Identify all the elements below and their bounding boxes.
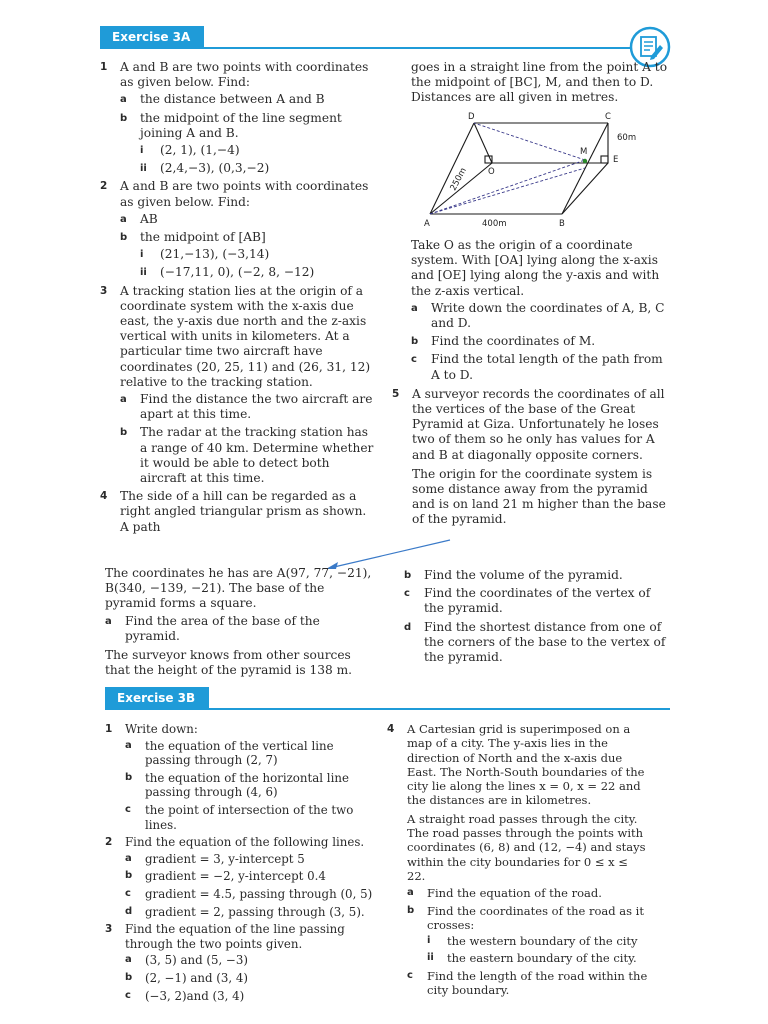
label-d: D [468, 112, 475, 122]
part-b [407, 904, 649, 966]
exercise-3b-right-column [387, 722, 649, 1000]
subpart-text: the eastern boundary of the city. [447, 951, 637, 966]
part-letter: c [411, 354, 417, 366]
part-c [125, 803, 377, 832]
question-text: Write down: [125, 722, 198, 736]
label-400m: 400m [482, 219, 507, 229]
part-letter: a [407, 887, 414, 899]
subpart-text: (2, 1), (1,−4) [160, 143, 240, 158]
question-text: A and B are two points with coordinates as given below. Find: [120, 60, 369, 90]
label-c: C [605, 112, 611, 122]
road-paragraph: A straight road passes through the city. The road passes through the points with coordinates (6, 8) and (12, −4) and stays within the city boundaries for 0 ≤ x ≤ 22. [407, 811, 646, 883]
part-letter: a [120, 94, 127, 106]
part-letter: b [411, 336, 419, 348]
part-c [411, 352, 672, 382]
part-c [125, 989, 377, 1004]
part-text: the point of intersection of the two lines. [145, 802, 354, 832]
question-2 [100, 179, 378, 280]
question-text: The side of a hill can be regarded as a right angled triangular prism as shown. A path [120, 489, 367, 534]
exercise-3a-right-column-lower [392, 238, 672, 531]
label-b: B [559, 219, 565, 229]
part-text: Find the distance the two aircraft are apart at this time. [140, 392, 373, 422]
part-letter: a [125, 739, 132, 751]
exercise-3a-left-column [100, 60, 378, 538]
part-letter: c [404, 588, 410, 600]
part-a [125, 739, 377, 768]
part-text: the equation of the vertical line passing through (2, 7) [145, 738, 334, 768]
part-letter: b [120, 427, 128, 439]
question-number: 3 [105, 923, 113, 936]
part-b [120, 111, 378, 177]
prism-diagram [412, 106, 652, 232]
question-4-continued: goes in a straight line from the point A to the midpoint of [BC], M, and then to D. Distances are all given in metres. [411, 60, 668, 105]
part-letter: c [407, 969, 413, 981]
part-text: Find the area of the base of the pyramid. [125, 613, 320, 643]
subpart-text: (−17,11, 0), (−2, 8, −12) [160, 265, 315, 280]
part-text: the midpoint of [AB] [140, 230, 266, 245]
part-text: AB [140, 211, 158, 226]
part-text: the equation of the horizontal line passing through (4, 6) [145, 770, 349, 800]
subpart-i [427, 934, 649, 948]
subpart-ii [427, 951, 649, 965]
exercise-3b-title: Exercise 3B [105, 687, 209, 709]
part-letter: a [120, 213, 127, 225]
part-c [125, 887, 377, 902]
part-letter: b [407, 904, 415, 916]
part-a [105, 614, 377, 644]
part-text: (2, −1) and (3, 4) [145, 970, 248, 985]
part-text: gradient = 2, passing through (3, 5). [145, 904, 365, 919]
part-text: The radar at the tracking station has a range of 40 km. Determine whether it would be able to detect both aircraft at this time. [140, 425, 374, 486]
exercise-3b-rule [105, 708, 670, 710]
question-1 [100, 60, 378, 176]
part-letter: c [125, 803, 131, 815]
question-4 [387, 722, 649, 997]
part-text: gradient = 4.5, passing through (0, 5) [145, 886, 373, 901]
exercise-3a-rule [100, 47, 640, 49]
part-text: the distance between A and B [140, 92, 325, 107]
label-60m: 60m [617, 133, 637, 143]
question-number: 4 [100, 490, 108, 503]
subpart-i [140, 143, 378, 158]
exercise-3a-title: Exercise 3A [100, 26, 204, 48]
question-number: 4 [387, 723, 395, 735]
subpart-numeral: i [140, 145, 144, 157]
subpart-ii [140, 265, 378, 280]
part-text: Find the length of the road within the city boundary. [427, 968, 648, 998]
label-m: M [580, 147, 588, 157]
subpart-numeral: i [427, 935, 431, 947]
part-text: Write down the coordinates of A, B, C and D. [431, 300, 665, 331]
part-text: (−3, 2)and (3, 4) [145, 988, 245, 1003]
subpart-i [140, 247, 378, 262]
part-text: Find the coordinates of the vertex of the pyramid. [424, 586, 651, 616]
part-b [120, 425, 378, 486]
part-letter: b [125, 870, 133, 882]
part-a [411, 301, 672, 331]
question-text: Find the equation of the following lines. [125, 835, 365, 850]
question-5-paragraph: The origin for the coordinate system is some distance away from the pyramid and is on land 21 m higher than the base of the pyramid. [412, 466, 666, 527]
question-2 [105, 835, 377, 919]
part-a [120, 392, 378, 422]
label-a: A [424, 219, 430, 229]
part-b [125, 971, 377, 986]
subpart-numeral: ii [140, 267, 147, 279]
part-text: Find the coordinates of the road as it crosses: [427, 903, 644, 932]
part-letter: c [125, 887, 131, 899]
part-text: (3, 5) and (5, −3) [145, 953, 248, 968]
question-3 [105, 922, 377, 1003]
part-b [125, 869, 377, 884]
label-e: E [613, 155, 619, 165]
label-o: O [488, 167, 495, 177]
part-text: gradient = 3, y-intercept 5 [145, 851, 305, 866]
part-b [404, 568, 674, 583]
part-text: Find the equation of the road. [427, 886, 602, 901]
subpart-numeral: ii [140, 163, 147, 175]
question-4 [100, 489, 378, 535]
question-text: A Cartesian grid is superimposed on a map of a city. The y-axis lies in the direction of North and the x-axis due East. The North-South boundaries of the city lie along the lines x = 0, x = 22 and the distances are in kilometres. [407, 722, 645, 808]
part-text: Find the volume of the pyramid. [424, 568, 623, 582]
part-letter: a [105, 615, 112, 627]
part-text: Find the coordinates of M. [431, 334, 596, 349]
part-letter: b [120, 232, 128, 244]
part-letter: a [120, 394, 127, 406]
part-letter: d [404, 621, 412, 633]
part-a [120, 92, 378, 107]
question-text: A and B are two points with coordinates as given below. Find: [120, 179, 369, 209]
part-a [125, 953, 377, 968]
subpart-text: (21,−13), (−3,14) [160, 247, 270, 262]
question-number: 1 [105, 723, 113, 735]
part-text: gradient = −2, y-intercept 0.4 [145, 869, 326, 884]
question-number: 2 [100, 180, 108, 193]
part-a [125, 852, 377, 867]
question-number: 1 [100, 61, 108, 73]
part-letter: a [125, 954, 132, 966]
subpart-numeral: i [140, 249, 144, 261]
part-letter: b [404, 570, 412, 581]
part-b [125, 771, 377, 800]
question-5 [392, 387, 672, 528]
part-letter: b [120, 112, 128, 124]
part-b [120, 230, 378, 281]
part-letter: a [125, 852, 132, 864]
question-text: Find the equation of the line passing through the two points given. [125, 922, 345, 951]
part-letter: d [125, 905, 133, 917]
question-1 [105, 722, 377, 832]
subpart-ii [140, 161, 378, 176]
question-number: 3 [100, 284, 108, 297]
subpart-text: (2,4,−3), (0,3,−2) [160, 161, 270, 176]
label-250m: 250m [448, 166, 469, 193]
pyramid-continued-left [105, 566, 377, 681]
part-letter: c [125, 989, 131, 1001]
part-d [125, 905, 377, 920]
question-3 [100, 284, 378, 487]
part-letter: b [125, 971, 133, 983]
question-4-setup: Take O as the origin of a coordinate system. With [OA] lying along the x-axis and [OE] lying along the y-axis and with the z-axis vertical. [411, 238, 660, 298]
subpart-numeral: ii [427, 952, 434, 964]
exercise-3b-left-column [105, 722, 377, 1006]
part-b [411, 334, 672, 349]
part-letter: b [125, 771, 133, 783]
subpart-text: the western boundary of the city [447, 934, 638, 949]
part-text: the midpoint of the line segment joining A and B. [140, 110, 342, 140]
part-a [120, 212, 378, 227]
part-a [407, 886, 649, 900]
part-c [407, 969, 649, 998]
question-text: A tracking station lies at the origin of a coordinate system with the x-axis due east, the y-axis due north and the z-axis vertical with units in kilometers. At a particular time two aircraft have coordinates (20, 25, 11) and (26, 31, 12) relative to the tracking station. [120, 283, 371, 389]
height-paragraph: The surveyor knows from other sources that the height of the pyramid is 138 m. [105, 648, 353, 678]
pyramid-continued-right [404, 566, 674, 668]
coordinates-paragraph: The coordinates he has are A(97, 77, −21), B(340, −139, −21). The base of the pyramid forms a square. [105, 566, 372, 611]
part-text: Find the total length of the path from A to D. [431, 352, 663, 382]
question-number: 2 [105, 836, 113, 849]
question-number: 5 [392, 387, 400, 400]
part-letter: a [411, 302, 418, 314]
question-text: A surveyor records the coordinates of all the vertices of the base of the Great Pyramid at Giza. Unfortunately he loses two of them so he only has values for A and B at diagonally opposite corners. [412, 386, 665, 462]
part-d [404, 620, 674, 666]
exercise-3a-right-column [392, 60, 672, 106]
midpoint-m-marker [583, 159, 587, 163]
part-text: Find the shortest distance from one of the corners of the base to the vertex of the pyramid. [424, 619, 666, 665]
part-c [404, 586, 674, 616]
